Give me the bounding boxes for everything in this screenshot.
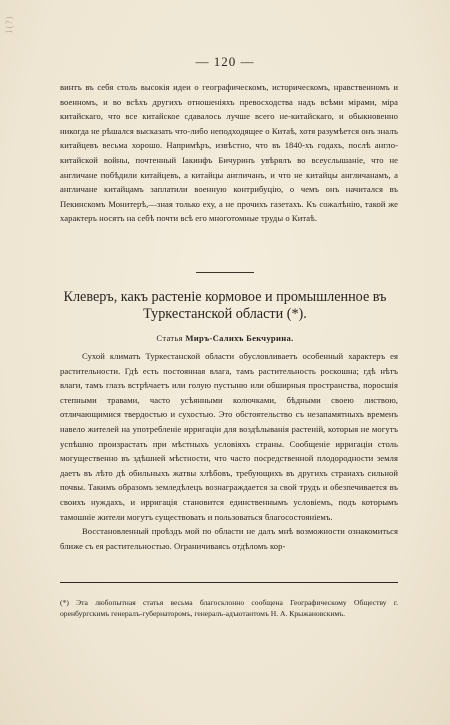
article-byline [48,333,402,343]
section-divider [196,272,254,273]
margin-handwritten-mark: 1(?) [4,15,14,34]
body-paragraph: Восстановленный проѣздъ мой по области не далъ мнѣ возможности ознакомиться ближе съ ея растительностью. Ограничиваясь отдѣломъ кор- [60,526,398,551]
page-number: — 120 — [195,54,255,69]
article-body [60,349,398,553]
byline-prefix: Статья [156,333,183,343]
footnote-divider [60,582,398,583]
body-paragraph: Сухой климатъ Туркестанской области обусловливаетъ особенный характеръ ея растительности. Гдѣ есть постоянная влага, тамъ растительность роскошна; гдѣ нѣтъ влаги, тамъ глазъ встрѣчаетъ или голую пустыню или обширныя пространства, поросшія степными травами, часто усѣянными колючками, бѣдными своею листвою, отличающимися твердостью и сухостью. Это обстоятельство съ незапамятныхъ временъ навело жителей на употребленіе ирригаціи для воздѣлыванія растеній, которыя не могутъ успѣшно произрастать при мѣстныхъ условіяхъ страны. Сообщеніе ирригаціи столь могущественно въ здѣшней мѣстности, что часто посредственной плодородности земля даетъ въ лѣто дѣ обильныхъ жатвы хлѣбовъ, требующихъ въ другихъ странахъ сильной почвы. Такимъ образомъ земледѣлецъ вознаграждается за свой трудъ и обезпечивается въ своихъ нуждахъ, и ирригація становится единственнымъ условіемъ, подъ которымъ тамошніе жители могутъ существовать и пользоваться благосостояніемъ. [60,351,398,522]
byline-author: Миръ-Салихъ Бекчурина. [185,333,294,343]
continued-paragraph: винтъ въ себя столь высокія идеи о географическомъ, историческомъ, нравственномъ и военномъ, и во всѣхъ другихъ отношеніяхъ превосходства надъ всѣми мірами, міра китайскаго, что все китайское сдавалось лучше всего не-китайскаго, и обыкновенно никогда не рѣшался высказать что-либо неподходящее о Китаѣ, хотя разумѣется онъ зналъ китайцевъ весьма хорошо. Напримѣръ, извѣстно, что въ 1840-хъ годахъ, послѣ англо-китайской войны, почтенный Іакинфъ Бичуринъ увѣрялъ во всеуслышаніе, что не англичане побѣдили китайцевъ, а китайцы англичанъ, и что не китайцы англичанамъ, а англичане китайцамъ заплатили военную контрибуцію, о чемъ онъ начитался въ Пекинскомъ Монитерѣ,—зная только еху, а не прочихъ газетахъ. Къ сожалѣнію, такой же характеръ носятъ на себѣ почти всѣ его многотомные труды о Китаѣ. [60,82,398,224]
footnote: (*) Эта любопытная статья весьма благосклонно сообщена Географическому Обществу г. оренбургскимъ генералъ-губернаторомъ, генералъ-адъютантомъ Н. А. Крыжановскимъ. [60,597,398,619]
article-title: Клеверъ, какъ растеніе кормовое и промышленное въ Туркестанской области (*). [63,289,387,322]
